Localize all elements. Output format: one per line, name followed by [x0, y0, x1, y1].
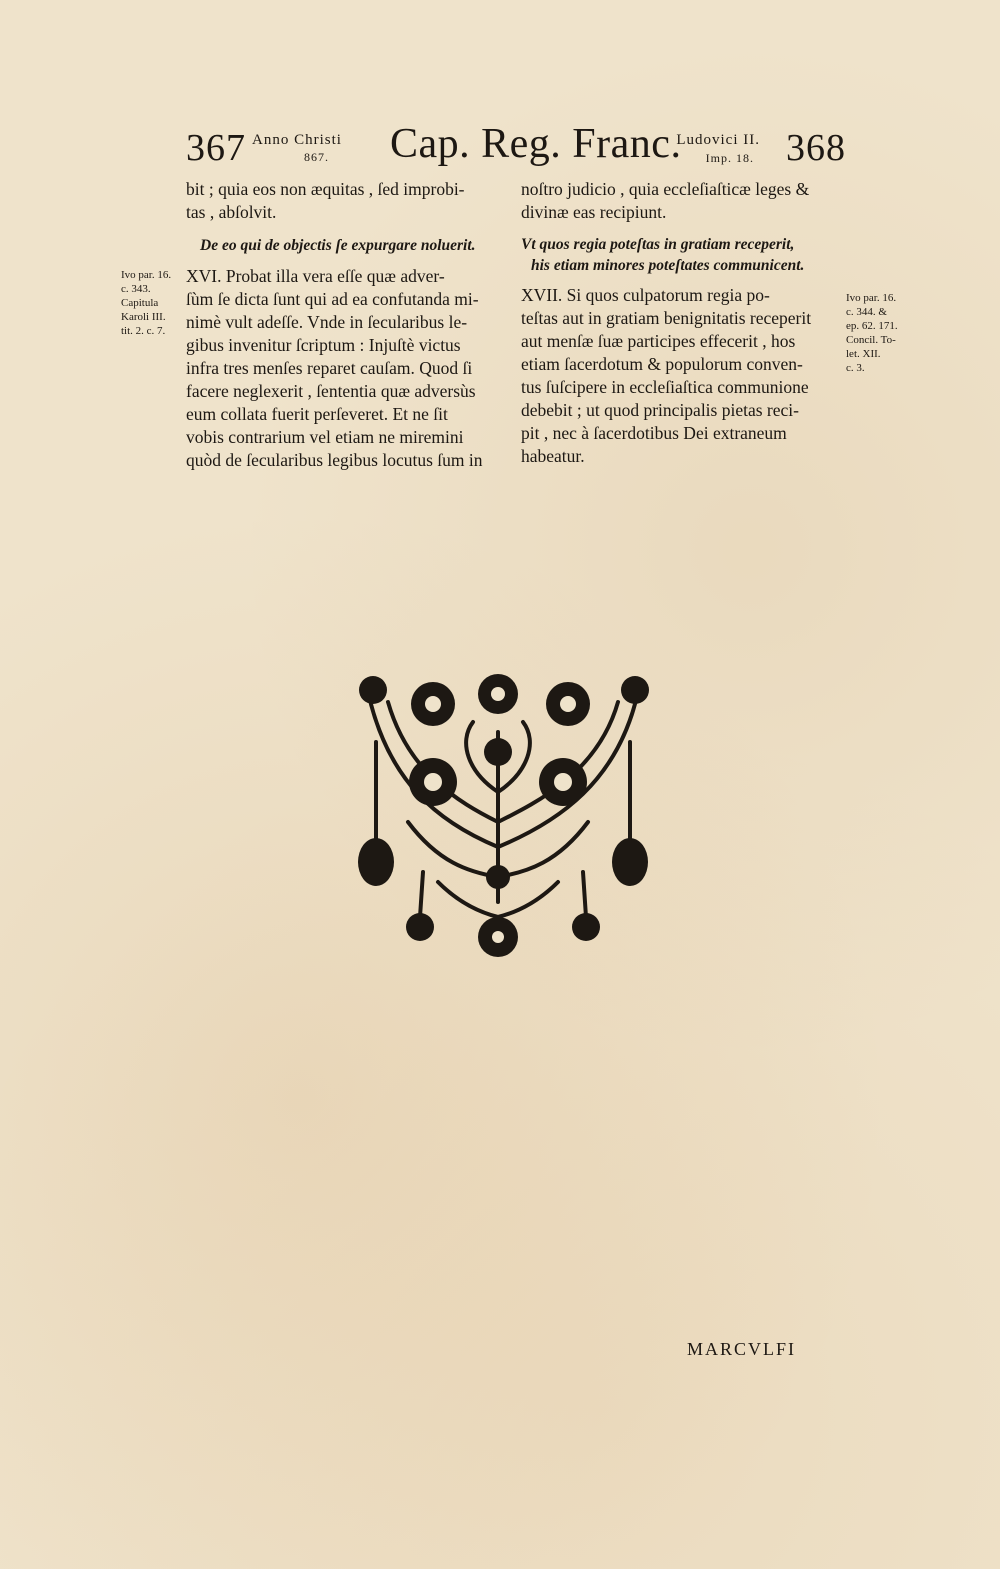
text-line: vobis contrarium vel etiam ne miremini: [186, 427, 464, 447]
text-line: quòd de ſecularibus legibus locutus ſum in: [186, 450, 483, 470]
margin-line: Ivo par. 16.: [121, 269, 172, 281]
year-label: 867.: [304, 150, 329, 164]
ludovici-label: Ludovici II.: [676, 132, 760, 148]
text-line: XVII. Si quos culpatorum regia po-: [521, 285, 770, 305]
rubric-line: Vt quos regia poteſtas in gratiam receperit,: [521, 236, 795, 253]
margin-line: let. XII.: [846, 348, 881, 360]
text-line: tas , abſolvit.: [186, 202, 277, 222]
text-line: noſtro judicio , quia eccleſiaſticæ leges &: [521, 179, 810, 199]
margin-note-left: [121, 268, 171, 338]
text-line: ſùm ſe dicta ſunt qui ad ea confutanda mi-: [186, 289, 479, 309]
margin-line: c. 344. &: [846, 306, 887, 318]
text-line: habeatur.: [521, 446, 585, 466]
text-line: infra tres menſes reparet cauſam. Quod ſi: [186, 358, 473, 378]
left-column: [186, 178, 504, 472]
text-line: aut menſæ ſuæ participes effecerit , hos: [521, 331, 796, 351]
margin-line: c. 343.: [121, 283, 151, 295]
margin-line: Concil. To-: [846, 334, 896, 346]
text-line: pit , nec à ſacerdotibus Dei extraneum: [521, 423, 787, 443]
right-column: [521, 178, 843, 468]
section-rubric: [521, 234, 843, 276]
text-line: etiam ſacerdotum & populorum conven-: [521, 354, 803, 374]
page-number-left: 367: [186, 127, 246, 169]
page-title: Cap. Reg. Franc.: [390, 121, 682, 167]
text-line: divinæ eas recipiunt.: [521, 202, 667, 222]
imp-label: Imp. 18.: [705, 151, 754, 165]
margin-line: tit. 2. c. 7.: [121, 325, 166, 337]
floral-ornament-icon: [348, 672, 658, 962]
running-header: [186, 118, 846, 178]
page-number-right: 368: [786, 127, 846, 169]
anno-christi-label: Anno Christi: [252, 132, 342, 148]
margin-line: ep. 62. 171.: [846, 320, 898, 332]
margin-line: Ivo par. 16.: [846, 292, 897, 304]
text-line: debebit ; ut quod principalis pietas reci-: [521, 400, 799, 420]
catchword: MARCVLFI: [687, 1339, 797, 1359]
text-line: facere neglexerit , ſententia quæ adversùs: [186, 381, 476, 401]
text-line: tus ſuſcipere in eccleſiaſtica communione: [521, 377, 809, 397]
section-rubric: De eo qui de objectis ſe expurgare noluerit.: [200, 237, 476, 254]
text-line: teſtas aut in gratiam benignitatis receperit: [521, 308, 812, 328]
margin-line: c. 3.: [846, 362, 865, 374]
margin-line: Capitula: [121, 297, 159, 309]
rubric-line: his etiam minores poteſtates communicent.: [531, 257, 805, 274]
text-line: eum collata fuerit perſeveret. Et ne ſit: [186, 404, 448, 424]
margin-note-right: [846, 291, 898, 375]
margin-line: Karoli III.: [121, 311, 166, 323]
text-line: gibus invenitur ſcriptum : Injuſtè victus: [186, 335, 461, 355]
text-line: XVI. Probat illa vera eſſe quæ adver-: [186, 266, 445, 286]
text-line: bit ; quia eos non æquitas , ſed improbi-: [186, 179, 465, 199]
text-line: nimè vult adeſſe. Vnde in ſecularibus le-: [186, 312, 468, 332]
